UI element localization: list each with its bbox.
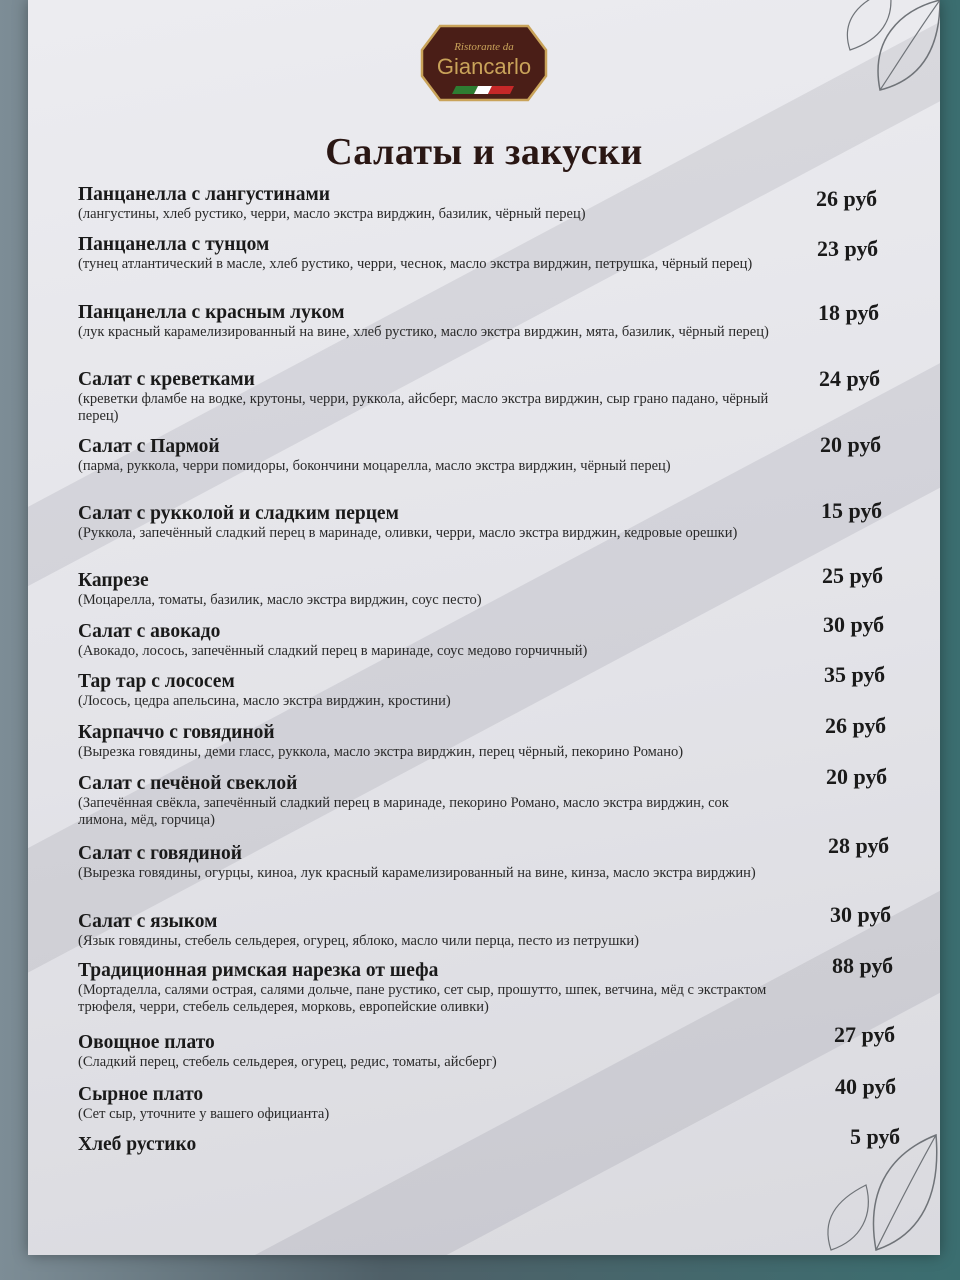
menu-item [78, 773, 918, 829]
item-description: (лангустины, хлеб рустико, черри, масло экстра вирджин, базилик, чёрный перец) [78, 206, 586, 222]
item-price: 88 руб [832, 953, 894, 978]
item-description: (Лосось, цедра апельсина, масло экстра вирджин, кростини) [78, 693, 451, 709]
item-price: 28 руб [828, 833, 890, 858]
item-description: (Моцарелла, томаты, базилик, масло экстра вирджин, соус песто) [78, 592, 482, 608]
item-description: (Авокадо, лосось, запечённый сладкий перец в маринаде, соус медово горчичный) [78, 643, 588, 659]
logo-name-text: Giancarlo [436, 54, 532, 79]
item-price: 5 руб [850, 1124, 901, 1149]
item-price: 25 руб [822, 563, 884, 588]
menu-item [78, 570, 918, 609]
item-name: Сырное плато [78, 1084, 204, 1105]
item-description: (Сет сыр, уточните у вашего официанта) [78, 1106, 330, 1122]
menu-item [78, 1134, 918, 1156]
item-name: Тар тар с лососем [78, 671, 235, 692]
logo-script-text: Ristorante da [454, 41, 514, 53]
item-price: 20 руб [826, 764, 888, 789]
menu-item [78, 503, 918, 542]
item-price: 35 руб [824, 662, 886, 687]
item-price: 20 руб [820, 432, 882, 457]
item-price: 26 руб [816, 186, 878, 211]
menu-items [28, 0, 940, 1255]
item-description: (Вырезка говядины, деми гласс, руккола, масло экстра вирджин, перец чёрный, пекорино Романо) [78, 744, 684, 760]
menu-item [78, 960, 918, 1016]
item-price: 24 руб [819, 366, 881, 391]
item-price: 18 руб [818, 300, 880, 325]
item-description: (Сладкий перец, стебель сельдерея, огурец, редис, томаты, айсберг) [78, 1054, 497, 1070]
item-name: Овощное плато [78, 1032, 215, 1053]
item-description: (Мортаделла, салями острая, салями дольче, пане рустико, сет сыр, прошутто, шпек, ветчина, мёд с экстрактом трюфеля, черри, стебель сельдерея, морковь, европейские оливки) [78, 982, 767, 1015]
item-name: Панцанелла с тунцом [78, 234, 270, 255]
item-description: (Руккола, запечённый сладкий перец в маринаде, оливки, черри, масло экстра вирджин, кедровые орешки) [78, 525, 738, 541]
item-name: Салат с говядиной [78, 843, 242, 864]
item-name: Панцанелла с красным луком [78, 302, 345, 323]
item-price: 15 руб [821, 498, 883, 523]
item-price: 30 руб [823, 612, 885, 637]
menu-item [78, 1084, 918, 1123]
menu-item [78, 1032, 918, 1071]
menu-item [78, 722, 918, 761]
item-name: Карпаччо с говядиной [78, 722, 275, 743]
menu-item [78, 369, 918, 425]
item-name: Традиционная римская нарезка от шефа [78, 960, 439, 981]
item-description: (Язык говядины, стебель сельдерея, огурец, яблоко, масло чили перца, песто из петрушки) [78, 933, 639, 949]
item-description: (тунец атлантический в масле, хлеб рустико, черри, чеснок, масло экстра вирджин, петрушка, чёрный перец) [78, 256, 753, 272]
item-name: Салат с авокадо [78, 621, 221, 642]
item-description: (Запечённая свёкла, запечённый сладкий перец в маринаде, пекорино Романо, масло экстра вирджин, сок лимона, мёд, горчица) [78, 795, 729, 828]
item-name: Салат с языком [78, 911, 218, 932]
menu-item [78, 911, 918, 950]
item-price: 40 руб [835, 1074, 897, 1099]
item-price: 23 руб [817, 236, 879, 261]
menu-item [78, 621, 918, 660]
item-description: (парма, руккола, черри помидоры, бокончини моцарелла, масло экстра вирджин, чёрный перец) [78, 458, 671, 474]
menu-item [78, 302, 918, 341]
item-name: Салат с печёной свеклой [78, 773, 298, 794]
item-name: Капрезе [78, 570, 149, 591]
item-name: Салат с Пармой [78, 436, 220, 457]
menu-item [78, 671, 918, 710]
item-name: Салат с креветками [78, 369, 255, 390]
item-description: (лук красный карамелизированный на вине, хлеб рустико, масло экстра вирджин, мята, базилик, чёрный перец) [78, 324, 769, 340]
menu-item [78, 184, 918, 223]
item-name: Хлеб рустико [78, 1134, 197, 1155]
item-description: (Вырезка говядины, огурцы, киноа, лук красный карамелизированный на вине, кинза, масло экстра вирджин) [78, 865, 756, 881]
menu-item [78, 436, 918, 475]
item-price: 27 руб [834, 1022, 896, 1047]
menu-item [78, 843, 918, 882]
item-price: 26 руб [825, 713, 887, 738]
section-title: Салаты и закуски [325, 131, 643, 173]
item-description: (креветки фламбе на водке, крутоны, черри, руккола, айсберг, масло экстра вирджин, сыр грано падано, чёрный перец) [78, 391, 769, 424]
item-name: Салат с рукколой и сладким перцем [78, 503, 399, 524]
item-name: Панцанелла с лангустинами [78, 184, 330, 205]
menu-page [28, 0, 940, 1255]
item-price: 30 руб [830, 902, 892, 927]
menu-item [78, 234, 918, 273]
